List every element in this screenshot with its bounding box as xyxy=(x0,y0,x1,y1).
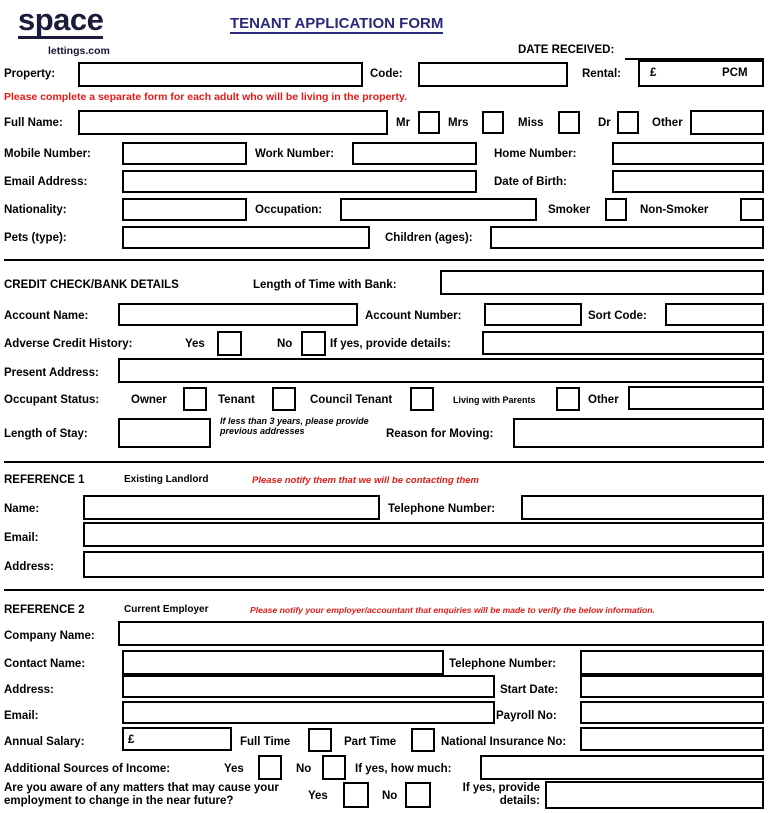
occupation-input[interactable] xyxy=(340,198,537,221)
non-smoker-label: Non-Smoker xyxy=(640,204,709,216)
employment-change-no-checkbox[interactable] xyxy=(405,782,431,808)
national-insurance-input[interactable] xyxy=(580,727,764,751)
title-other-input[interactable] xyxy=(690,110,764,135)
nationality-label: Nationality: xyxy=(4,204,67,216)
reference2-telephone-label: Telephone Number: xyxy=(449,658,557,670)
nationality-input[interactable] xyxy=(122,198,247,221)
salary-currency-symbol: £ xyxy=(128,734,135,746)
length-of-stay-input[interactable] xyxy=(118,418,211,448)
property-input[interactable] xyxy=(78,62,363,87)
present-address-label: Present Address: xyxy=(4,367,99,379)
code-input[interactable] xyxy=(418,62,568,87)
additional-income-label: Additional Sources of Income: xyxy=(4,763,171,775)
additional-income-amount-label: If yes, how much: xyxy=(355,763,452,775)
adverse-no-checkbox[interactable] xyxy=(301,331,326,356)
full-time-label: Full Time xyxy=(240,736,291,748)
occupant-status-label: Occupant Status: xyxy=(4,394,100,406)
children-label: Children (ages): xyxy=(385,232,473,244)
account-number-label: Account Number: xyxy=(365,310,462,322)
property-label: Property: xyxy=(4,68,56,80)
reference1-notice: Please notify them that we will be contacting them xyxy=(252,475,479,486)
title-dr-checkbox[interactable] xyxy=(617,111,639,134)
rental-label: Rental: xyxy=(582,68,621,80)
reference2-contact-label: Contact Name: xyxy=(4,658,86,670)
occupation-label: Occupation: xyxy=(255,204,323,216)
title-mrs-checkbox[interactable] xyxy=(482,111,504,134)
reference1-name-input[interactable] xyxy=(83,495,380,520)
occupant-other-input[interactable] xyxy=(628,386,764,410)
mobile-number-label: Mobile Number: xyxy=(4,148,91,160)
reference2-company-input[interactable] xyxy=(118,621,764,646)
length-of-stay-label: Length of Stay: xyxy=(4,428,88,440)
reason-for-moving-input[interactable] xyxy=(513,418,764,448)
reference2-contact-input[interactable] xyxy=(122,650,444,675)
home-number-input[interactable] xyxy=(612,142,764,165)
reference2-email-label: Email: xyxy=(4,710,39,722)
title-other-label: Other xyxy=(652,117,683,129)
reference2-payroll-input[interactable] xyxy=(580,701,764,724)
reference1-email-label: Email: xyxy=(4,532,39,544)
sort-code-input[interactable] xyxy=(665,303,764,326)
reference2-notice: Please notify your employer/accountant that enquiries will be made to verify the below information. xyxy=(250,605,655,615)
adverse-yes-checkbox[interactable] xyxy=(217,331,242,356)
mobile-number-input[interactable] xyxy=(122,142,247,165)
employment-change-details-label: If yes, provide details: xyxy=(462,782,540,807)
reference2-telephone-input[interactable] xyxy=(580,650,764,675)
reference1-email-input[interactable] xyxy=(83,522,764,547)
separate-form-notice: Please complete a separate form for each adult who will be living in the property. xyxy=(4,91,407,103)
occupant-council-tenant-label: Council Tenant xyxy=(310,394,393,406)
additional-income-no-checkbox[interactable] xyxy=(322,755,346,780)
occupant-other-label: Other xyxy=(588,394,619,406)
smoker-checkbox[interactable] xyxy=(605,198,627,221)
employment-change-details-input[interactable] xyxy=(545,781,764,809)
reference1-telephone-input[interactable] xyxy=(521,495,764,520)
date-of-birth-label: Date of Birth: xyxy=(494,176,567,188)
logo-subtitle: lettings.com xyxy=(48,45,110,57)
employment-change-question: Are you aware of any matters that may cause your employment to change in the near future? xyxy=(4,782,279,807)
additional-income-yes-label: Yes xyxy=(224,763,244,775)
children-input[interactable] xyxy=(490,226,764,249)
reference1-telephone-label: Telephone Number: xyxy=(388,503,496,515)
full-name-label: Full Name: xyxy=(4,117,63,129)
reason-for-moving-label: Reason for Moving: xyxy=(386,428,494,440)
title-mr-checkbox[interactable] xyxy=(418,111,440,134)
smoker-label: Smoker xyxy=(548,204,591,216)
reference1-title: REFERENCE 1 xyxy=(4,474,85,486)
section-divider-2 xyxy=(4,461,764,463)
reference2-email-input[interactable] xyxy=(122,701,495,724)
length-of-time-bank-label: Length of Time with Bank: xyxy=(253,279,397,291)
adverse-no-label: No xyxy=(277,338,293,350)
annual-salary-label: Annual Salary: xyxy=(4,736,85,748)
email-address-input[interactable] xyxy=(122,170,477,193)
title-mrs-label: Mrs xyxy=(448,117,469,129)
reference2-address-label: Address: xyxy=(4,684,54,696)
occupant-owner-checkbox[interactable] xyxy=(183,387,207,411)
additional-income-yes-checkbox[interactable] xyxy=(258,755,282,780)
non-smoker-checkbox[interactable] xyxy=(740,198,764,221)
occupant-tenant-label: Tenant xyxy=(218,394,255,406)
account-name-label: Account Name: xyxy=(4,310,89,322)
adverse-credit-label: Adverse Credit History: xyxy=(4,338,133,350)
reference2-title: REFERENCE 2 xyxy=(4,604,85,616)
national-insurance-label: National Insurance No: xyxy=(441,736,567,748)
credit-check-section-title: CREDIT CHECK/BANK DETAILS xyxy=(4,279,179,291)
account-name-input[interactable] xyxy=(118,303,358,326)
full-name-input[interactable] xyxy=(78,110,388,135)
annual-salary-input[interactable] xyxy=(122,727,232,751)
reference2-start-date-input[interactable] xyxy=(580,675,764,698)
rental-currency: £ xyxy=(650,67,657,79)
employment-change-no-label: No xyxy=(382,790,398,802)
title-miss-label: Miss xyxy=(518,117,544,129)
page-title: TENANT APPLICATION FORM xyxy=(230,15,443,34)
section-divider-3 xyxy=(4,589,764,591)
code-label: Code: xyxy=(370,68,403,80)
adverse-details-label: If yes, provide details: xyxy=(330,338,451,350)
reference2-subtitle: Current Employer xyxy=(124,604,209,615)
reference1-address-input[interactable] xyxy=(83,551,764,578)
account-number-input[interactable] xyxy=(484,303,582,326)
additional-income-amount-input[interactable] xyxy=(480,755,764,780)
employment-change-yes-checkbox[interactable] xyxy=(343,782,369,808)
occupant-tenant-checkbox[interactable] xyxy=(272,387,296,411)
reference2-payroll-label: Payroll No: xyxy=(496,710,557,722)
reference1-address-label: Address: xyxy=(4,561,54,573)
part-time-label: Part Time xyxy=(344,736,397,748)
occupant-owner-label: Owner xyxy=(131,394,167,406)
occupant-living-parents-checkbox[interactable] xyxy=(556,387,580,411)
reference2-start-date-label: Start Date: xyxy=(500,684,559,696)
adverse-details-input[interactable] xyxy=(482,331,764,355)
reference1-subtitle: Existing Landlord xyxy=(124,474,209,485)
pets-label: Pets (type): xyxy=(4,232,67,244)
rental-period-label: PCM xyxy=(722,67,748,79)
reference2-address-input[interactable] xyxy=(122,675,495,698)
sort-code-label: Sort Code: xyxy=(588,310,647,322)
title-dr-label: Dr xyxy=(598,117,611,129)
space-logo: space xyxy=(18,2,104,37)
adverse-yes-label: Yes xyxy=(185,338,205,350)
email-address-label: Email Address: xyxy=(4,176,88,188)
occupant-council-tenant-checkbox[interactable] xyxy=(410,387,434,411)
length-of-time-bank-input[interactable] xyxy=(440,270,764,295)
pets-input[interactable] xyxy=(122,226,370,249)
additional-income-no-label: No xyxy=(296,763,312,775)
reference2-company-label: Company Name: xyxy=(4,630,95,642)
date-received-label: DATE RECEIVED: xyxy=(518,44,615,56)
date-of-birth-input[interactable] xyxy=(612,170,764,193)
full-time-checkbox[interactable] xyxy=(308,728,332,752)
work-number-label: Work Number: xyxy=(255,148,335,160)
section-divider-1 xyxy=(4,259,764,261)
home-number-label: Home Number: xyxy=(494,148,577,160)
employment-change-yes-label: Yes xyxy=(308,790,328,802)
part-time-checkbox[interactable] xyxy=(411,728,435,752)
title-miss-checkbox[interactable] xyxy=(558,111,580,134)
work-number-input[interactable] xyxy=(352,142,477,165)
previous-addresses-note: If less than 3 years, please provide previous addresses xyxy=(220,416,369,437)
reference1-name-label: Name: xyxy=(4,503,40,515)
title-mr-label: Mr xyxy=(396,117,411,129)
occupant-living-parents-label: Living with Parents xyxy=(453,395,536,405)
present-address-input[interactable] xyxy=(118,358,764,383)
